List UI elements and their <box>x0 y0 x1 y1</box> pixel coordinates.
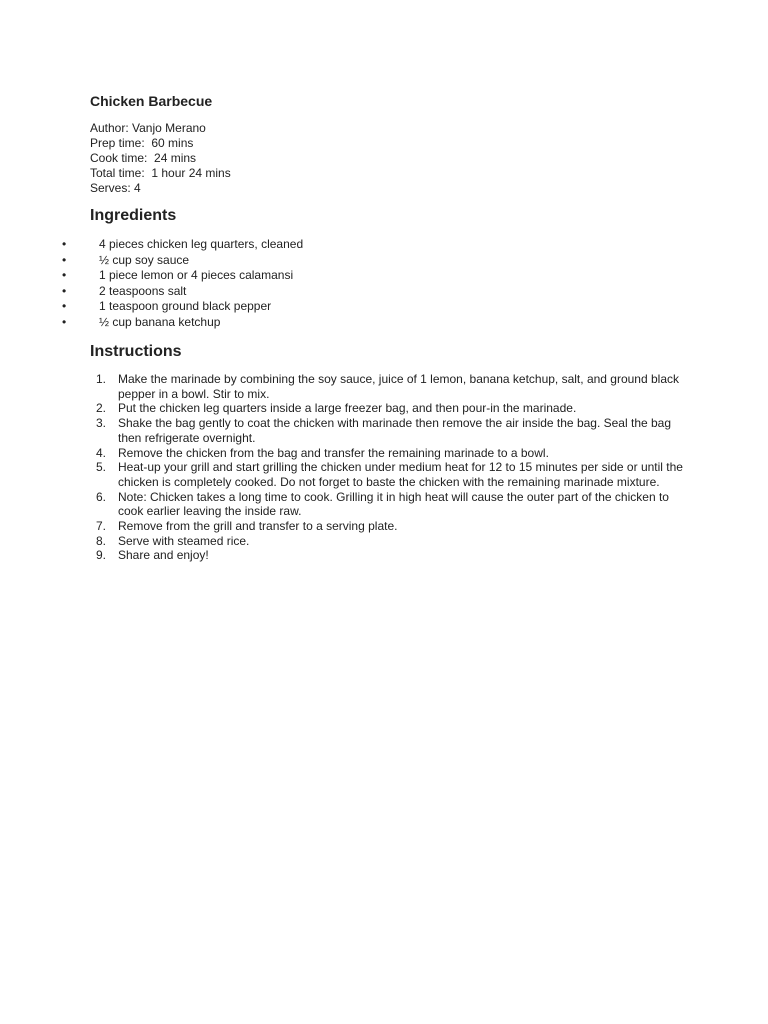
meta-author: Author: Vanjo Merano <box>90 121 206 135</box>
ingredients-list <box>62 237 303 331</box>
step-number: 8. <box>96 533 107 548</box>
instructions-list <box>90 372 690 563</box>
instruction-step <box>90 401 690 416</box>
meta-serves: Serves: 4 <box>90 181 141 195</box>
step-number: 9. <box>96 548 107 563</box>
instruction-step <box>90 446 690 461</box>
step-text: Make the marinade by combining the soy sauce, juice of 1 lemon, banana ketchup, salt, and ground black pepper in a bowl. Stir to mix. <box>118 372 680 401</box>
meta-prep-time: Prep time: 60 mins <box>90 136 194 150</box>
ingredient-item: • ½ cup soy sauce <box>62 253 303 269</box>
instructions-heading: Instructions <box>90 343 182 360</box>
step-text: Share and enjoy! <box>118 548 209 563</box>
instruction-step <box>90 490 690 519</box>
ingredient-item: • ½ cup banana ketchup <box>62 315 303 331</box>
step-text: Heat-up your grill and start grilling the chicken under medium heat for 12 to 15 minutes per side or until the chicken is completely cooked. Do not forget to baste the chicken with the remaining marinade mixture. <box>118 460 683 489</box>
step-text: Remove from the grill and transfer to a serving plate. <box>118 519 398 534</box>
ingredient-item: • 1 piece lemon or 4 pieces calamansi <box>62 268 303 284</box>
step-text: Remove the chicken from the bag and transfer the remaining marinade to a bowl. <box>118 445 549 460</box>
instruction-step <box>90 534 690 549</box>
instruction-step <box>90 372 690 401</box>
ingredient-item: • 4 pieces chicken leg quarters, cleaned <box>62 237 303 253</box>
step-text: Serve with steamed rice. <box>118 533 250 548</box>
ingredients-heading: Ingredients <box>90 207 177 224</box>
step-number: 7. <box>96 519 107 534</box>
instruction-step <box>90 519 690 534</box>
instruction-step <box>90 460 690 489</box>
meta-total-time: Total time: 1 hour 24 mins <box>90 166 231 180</box>
meta-cook-time: Cook time: 24 mins <box>90 151 197 165</box>
step-text: Note: Chicken takes a long time to cook. Grilling it in high heat will cause the outer part of the chicken to cook earlier leaving the inside raw. <box>118 489 669 519</box>
recipe-meta <box>90 121 231 196</box>
step-number: 5. <box>96 460 107 475</box>
step-text: Put the chicken leg quarters inside a large freezer bag, and then pour-in the marinade. <box>118 401 577 416</box>
step-number: 2. <box>96 401 107 416</box>
instruction-step <box>90 416 690 445</box>
instruction-step <box>90 548 690 563</box>
ingredient-item: • 1 teaspoon ground black pepper <box>62 299 303 315</box>
step-number: 4. <box>96 445 107 460</box>
recipe-title: Chicken Barbecue <box>90 93 213 109</box>
ingredient-item: • 2 teaspoons salt <box>62 284 303 300</box>
step-text: Shake the bag gently to coat the chicken with marinade then remove the air inside the bag. Seal the bag then refrigerate overnight. <box>118 416 672 445</box>
step-number: 1. <box>96 372 107 386</box>
step-number: 3. <box>96 416 107 431</box>
step-number: 6. <box>96 489 107 504</box>
